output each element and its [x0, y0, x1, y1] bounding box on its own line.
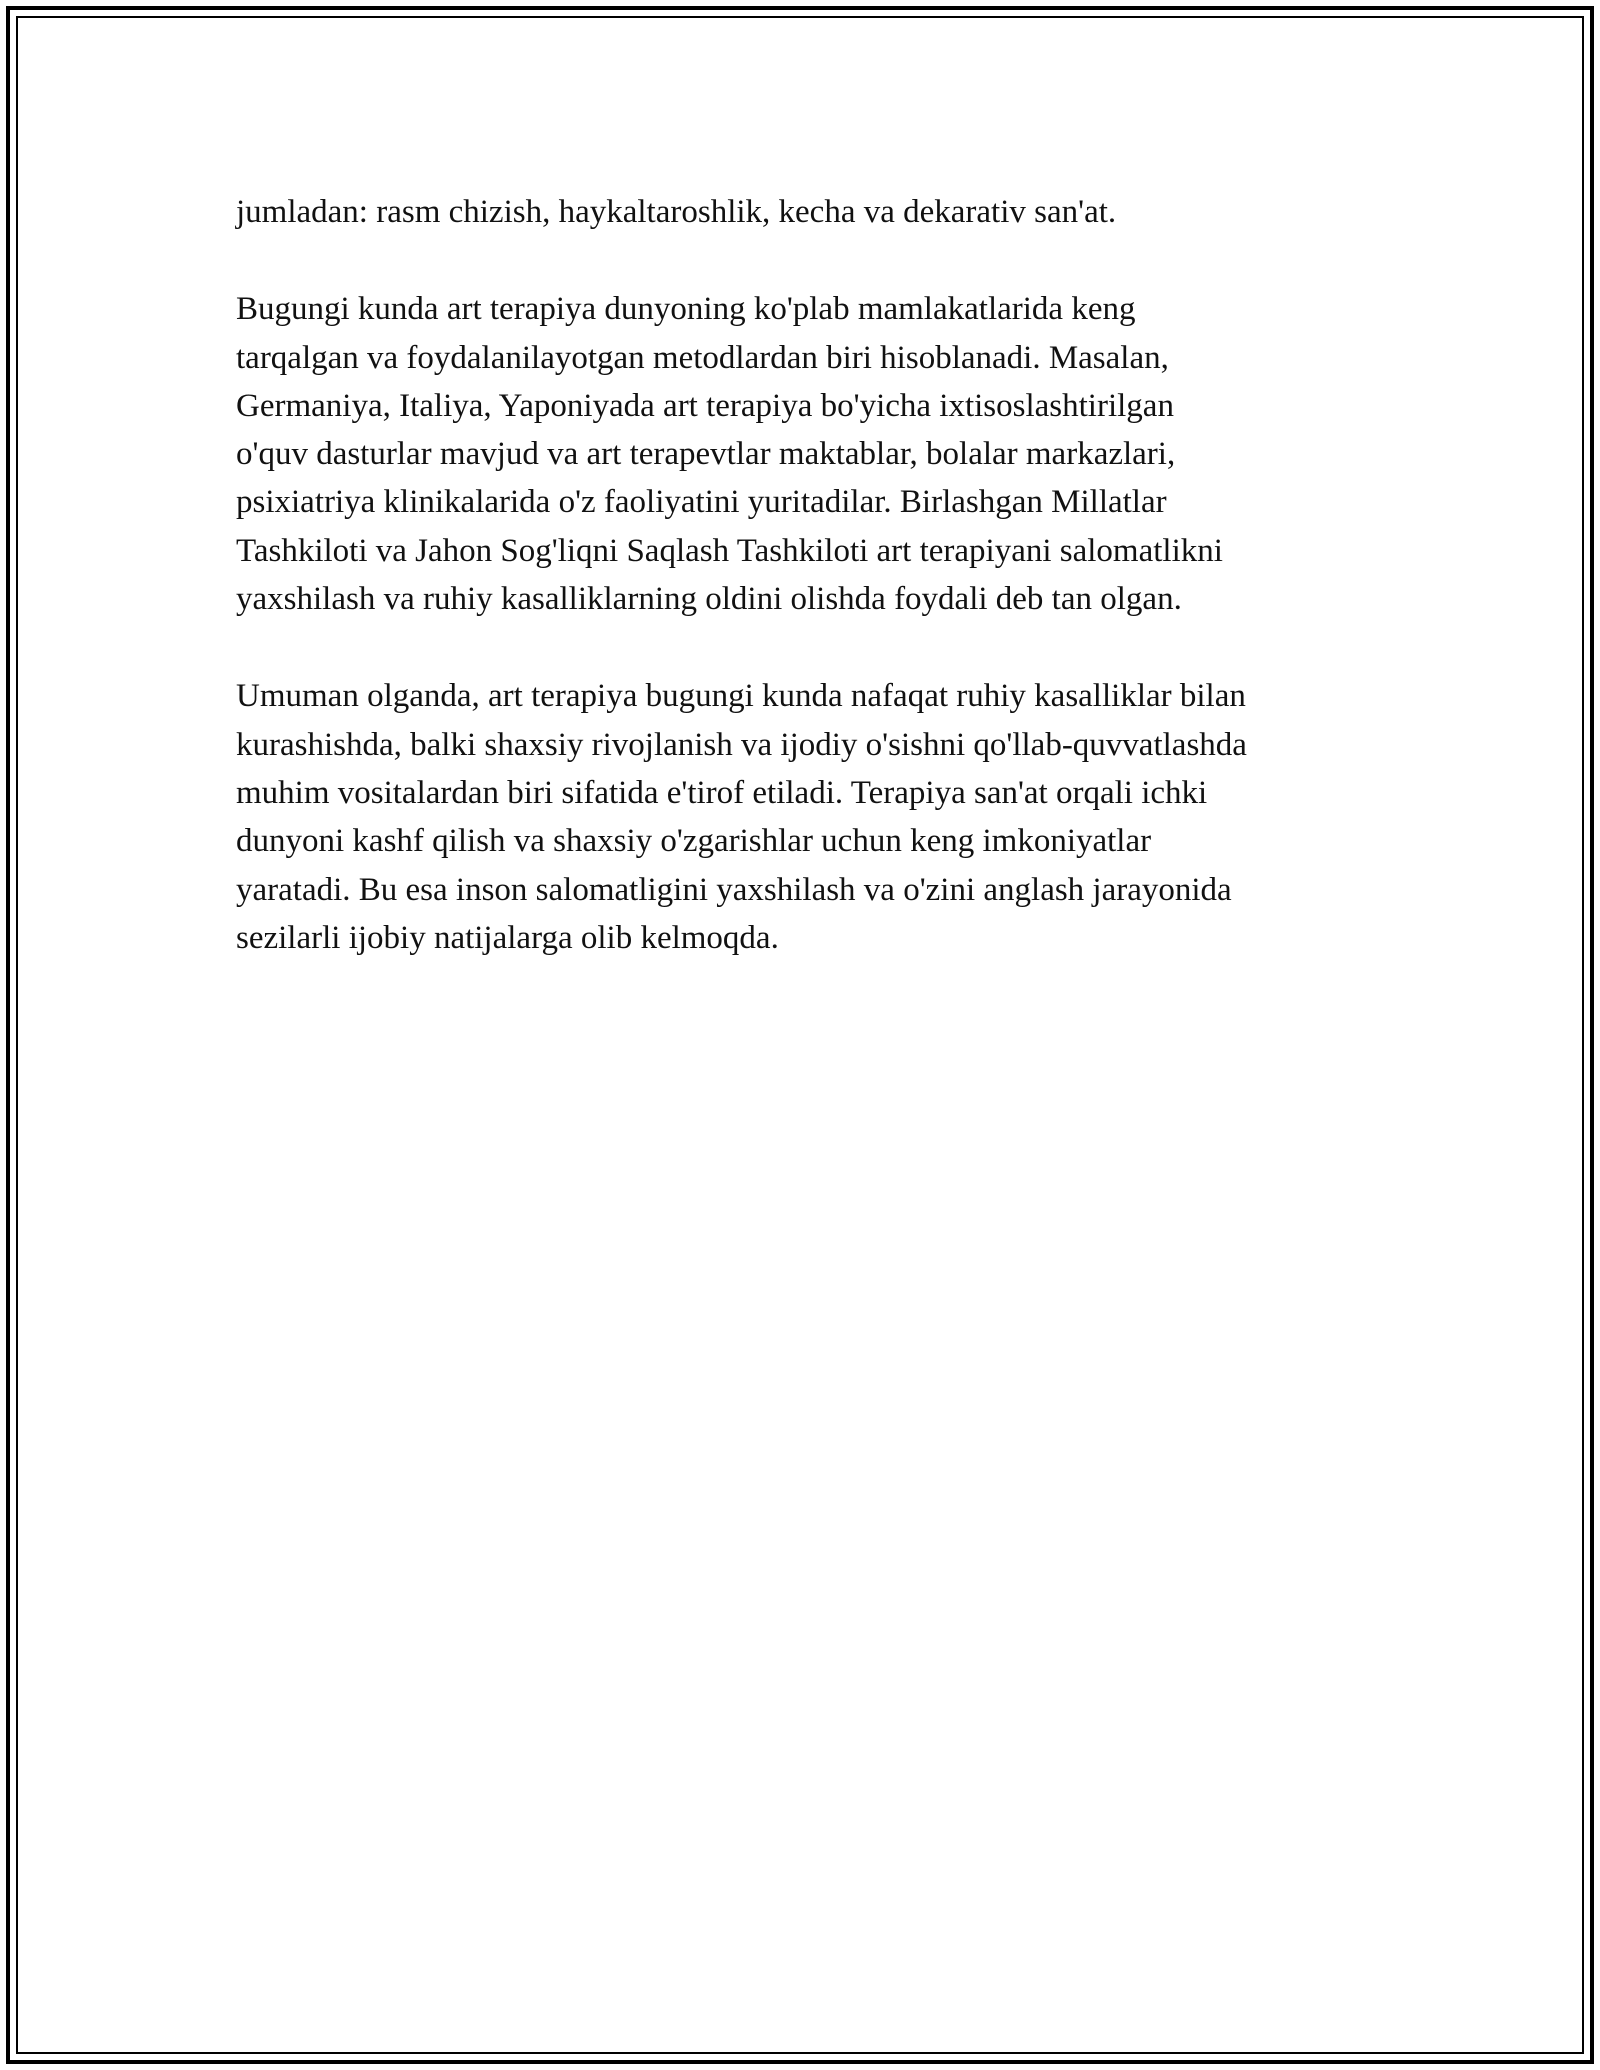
text-line: o'quv dasturlar mavjud va art terapevtlar maktablar, bolalar markazlari,	[236, 436, 1176, 473]
text-line: Tashkiloti va Jahon Sog'liqni Saqlash Tashkiloti art terapiyani salomatlikni	[236, 532, 1223, 569]
paragraph-1	[236, 188, 1366, 236]
text-line: tarqalgan va foydalanilayotgan metodlardan biri hisoblanadi. Masalan,	[236, 339, 1169, 376]
text-line: sezilarli ijobiy natijalarga olib kelmoqda.	[236, 919, 779, 956]
text-line: kurashishda, balki shaxsiy rivojlanish va ijodiy o'sishni qo'llab-quvvatlashda	[236, 726, 1247, 763]
text-line: yaxshilash va ruhiy kasalliklarning oldini olishda foydali deb tan olgan.	[236, 581, 1182, 618]
paragraph-3	[236, 672, 1366, 962]
paragraph-2	[236, 285, 1366, 623]
document-body	[236, 188, 1366, 1011]
text-line: Bugungi kunda art terapiya dunyoning ko'plab mamlakatlarida keng	[236, 291, 1136, 328]
text-line: yaratadi. Bu esa inson salomatligini yaxshilash va o'zini anglash jarayonida	[236, 871, 1232, 908]
text-line: jumladan: rasm chizish, haykaltaroshlik, kecha va dekarativ san'at.	[236, 194, 1117, 230]
text-line: psixiatriya klinikalarida o'z faoliyatini yuritadilar. Birlashgan Millatlar	[236, 484, 1167, 521]
text-line: Germaniya, Italiya, Yaponiyada art terapiya bo'yicha ixtisoslashtirilgan	[236, 387, 1174, 424]
text-line: dunyoni kashf qilish va shaxsiy o'zgarishlar uchun keng imkoniyatlar	[236, 823, 1152, 860]
text-line: muhim vositalardan biri sifatida e'tirof etiladi. Terapiya san'at orqali ichki	[236, 774, 1208, 811]
text-line: Umuman olganda, art terapiya bugungi kunda nafaqat ruhiy kasalliklar bilan	[236, 678, 1246, 715]
